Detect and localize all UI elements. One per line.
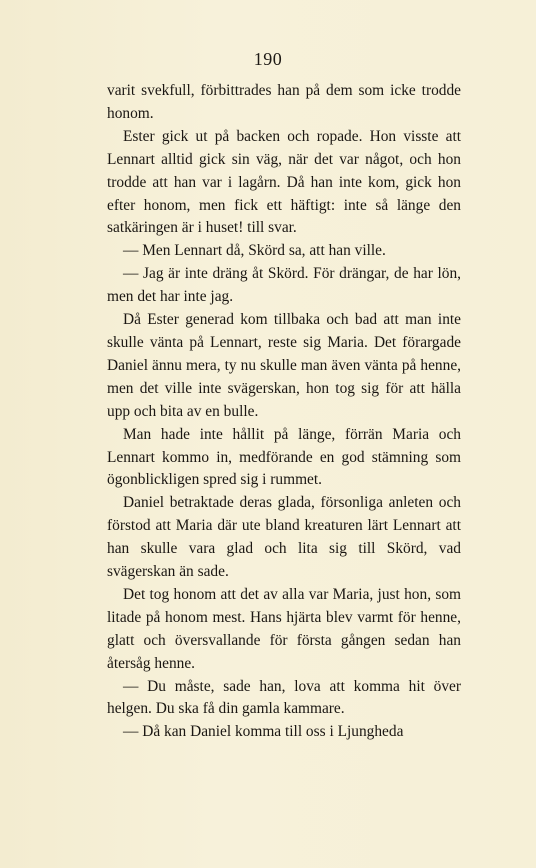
body-text <box>107 80 461 744</box>
paragraph: Då Ester generad kom tillbaka och bad att man inte skulle vänta på Lennart, reste sig Maria. Det förargade Daniel ännu mera, ty nu skulle man även vänta på henne, men det ville inte svägerskan, hon tog sig för att hälla upp och bita av en bulle. <box>107 311 461 420</box>
paragraph: Ester gick ut på backen och ropade. Hon visste att Lennart alltid gick sin väg, när det var något, och hon trodde att han var i lagårn. Då han inte kom, gick hon efter honom, men fick ett häftigt: inte så länge den satkäringen är i huset! till svar. <box>107 127 461 237</box>
dialogue-paragraph: — Jag är inte dräng åt Skörd. För drängar, de har lön, men det har inte jag. <box>107 265 461 306</box>
paragraph: Det tog honom att det av alla var Maria, just hon, som litade på honom mest. Hans hjärta blev varmt för henne, glatt och översvallande för första gången sedan han återsåg henne. <box>107 585 461 672</box>
dialogue-paragraph: — Då kan Daniel komma till oss i Ljungheda <box>123 723 404 741</box>
dialogue-paragraph: — Du måste, sade han, lova att komma hit över helgen. Du ska få din gamla kammare. <box>107 677 461 718</box>
page-number: 190 <box>253 49 283 69</box>
paragraph: varit svekfull, förbittrades han på dem som icke trodde honom. <box>107 82 461 122</box>
dialogue-paragraph: — Men Lennart då, Skörd sa, att han ville. <box>123 242 386 260</box>
paragraph: Man hade inte hållit på länge, förrän Maria och Lennart kommo in, medförande en god stämning som ögonblickligen spred sig i rummet. <box>107 425 461 489</box>
paragraph: Daniel betraktade deras glada, försonliga anleten och förstod att Maria där ute bland kreaturen lärt Lennart att han skulle vara glad och lita sig till Skörd, vad svägerskan än sade. <box>107 494 461 581</box>
